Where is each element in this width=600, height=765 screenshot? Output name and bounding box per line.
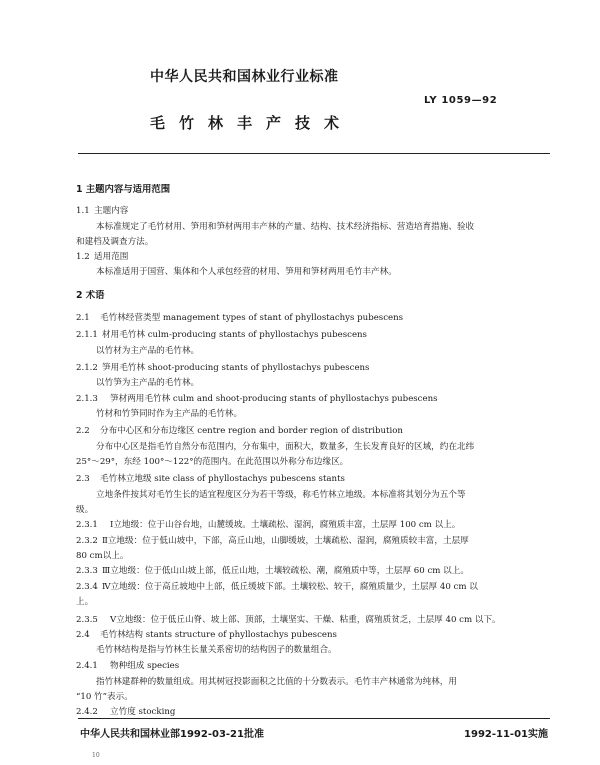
section-number: 2.3.4 <box>76 582 98 592</box>
section-1-2-heading <box>76 251 552 263</box>
section-number: 2.3.1 <box>76 520 98 530</box>
section-2-1-1-heading <box>76 329 552 341</box>
section-number: 2.3.2 <box>76 536 98 546</box>
section-2-1-heading <box>76 312 552 324</box>
paragraph-line: 竹材和竹笋同时作为主产品的毛竹林。 <box>96 409 243 419</box>
approval-text: 中华人民共和国林业部1992-03-21批准 <box>80 729 264 740</box>
section-title: 材用毛竹林 culm-producing stants of phyllostachys pubescens <box>102 330 367 340</box>
section-number: 2.1.3 <box>76 394 98 404</box>
section-2-3-1-item <box>76 519 552 531</box>
header-divider <box>78 153 550 154</box>
section-title: 笋用毛竹林 shoot-producing stants of phyllostachys pubescens <box>102 363 370 373</box>
paragraph-line: 80 cm以上。 <box>76 551 129 561</box>
section-2-2-heading <box>76 425 552 437</box>
section-number: 2.1.1 <box>76 330 98 340</box>
section-number: 2.3.3 <box>76 566 98 576</box>
standard-number: LY 1059—92 <box>424 95 498 106</box>
page-title: 毛竹林丰产技术 <box>150 114 354 132</box>
section-title: 笋材两用毛竹林 culm and shoot-producing stants of phyllostachys pubescens <box>110 394 438 404</box>
footer <box>80 725 548 740</box>
section-title: 物种组成 species <box>110 661 180 671</box>
section-2-3-heading <box>76 473 552 485</box>
paragraph-line: 25°～29°，东经 100°～122°的范围内。在此范围以外称分布边缘区。 <box>76 457 349 467</box>
paragraph-line: 本标准适用于国营、集体和个人承包经营的材用、笋用和笋材两用毛竹丰产林。 <box>96 267 397 277</box>
section-number: 2.2 <box>76 426 90 436</box>
section-number: 2.1 <box>76 313 90 323</box>
organization-title: 中华人民共和国林业行业标准 <box>150 69 339 85</box>
section-number: 1.1 <box>76 206 90 216</box>
section-number: 2.4 <box>76 630 90 640</box>
section-2-3-3-item <box>76 565 552 577</box>
item-text: Ⅱ立地级：位于低山坡中，下部，高丘山地，山脚缓坡，土壤疏松、湿润，腐殖质较丰富，土层厚 <box>102 536 469 546</box>
item-text: Ⅳ立地级：位于高丘坡地中上部，低丘缓坡下部。土壤较松、较干，腐殖质量少，土层厚 40 cm 以 <box>102 582 478 592</box>
section-2-4-2-heading <box>76 706 552 718</box>
paragraph-line: 上。 <box>76 597 94 607</box>
section-title: 毛竹林经营类型 management types of stant of phyllostachys pubescens <box>100 313 404 323</box>
section-2-1-2-heading <box>76 362 552 374</box>
footer-divider <box>78 718 550 719</box>
section-title: 毛竹林立地级 site class of phyllostachys pubescens stants <box>100 474 345 484</box>
paragraph-line: 和建档及调查方法。 <box>76 237 154 247</box>
paragraph-line: 指竹林建群种的数量组成。用其树冠投影面积之比值的十分数表示。毛竹丰产林通常为纯林，用 <box>96 677 457 687</box>
section-2-3-5-item <box>76 614 552 626</box>
section-2-heading: 2 术语 <box>76 290 105 301</box>
section-number: 2.3.5 <box>76 615 98 625</box>
section-title: 毛竹林结构 stants structure of phyllostachys pubescens <box>100 630 337 640</box>
page-number: 10 <box>92 752 100 759</box>
paragraph-line: 级。 <box>76 505 94 515</box>
effective-date: 1992-11-01实施 <box>464 729 548 740</box>
section-2-3-2-item <box>76 535 552 547</box>
paragraph-line: 分布中心区是指毛竹自然分布范围内，分布集中，面积大，数量多，生长发育良好的区域，约在北纬 <box>96 442 475 452</box>
section-title: 适用范围 <box>94 252 129 262</box>
section-number: 2.1.2 <box>76 363 98 373</box>
section-number: 2.4.2 <box>76 707 98 717</box>
section-2-4-1-heading <box>76 660 552 672</box>
section-number: 1.2 <box>76 252 90 262</box>
item-text: Ⅰ立地级：位于山谷台地，山麓缓坡。土壤疏松、湿润，腐殖质丰富，土层厚 100 cm 以上。 <box>110 520 461 530</box>
section-2-4-heading <box>76 629 552 641</box>
section-number: 2.4.1 <box>76 661 98 671</box>
section-title: 分布中心区和分布边缘区 centre region and border region of distribution <box>100 426 403 436</box>
item-text: Ⅲ立地级：位于低山山坡上部，低丘山地，土壤较疏松、潮，腐殖质中等，土层厚 60 cm 以上。 <box>102 566 469 576</box>
section-2-3-4-item <box>76 581 552 593</box>
paragraph-line: 以竹笋为主产品的毛竹林。 <box>96 378 200 388</box>
paragraph-line: 本标准规定了毛竹材用、笋用和笋材两用丰产林的产量、结构、技术经济指标、营造培育措施、验收 <box>96 222 475 232</box>
section-title: 立竹度 stocking <box>110 707 176 717</box>
paragraph-line: 毛竹林结构是指与竹林生长量关系密切的结构因子的数量组合。 <box>96 645 337 655</box>
section-1-heading: 1 主题内容与适用范围 <box>76 184 171 195</box>
item-text: Ⅴ立地级：位于低丘山脊、坡上部、顶部，土壤坚实、干燥、粘重，腐殖质贫乏，土层厚 40 cm 以下。 <box>110 615 501 625</box>
section-number: 2.3 <box>76 474 90 484</box>
paragraph-line: 立地条件按其对毛竹生长的适宜程度区分为若干等级，称毛竹林立地级。本标准将其划分为五个等 <box>96 490 466 500</box>
section-1-1-heading <box>76 205 552 217</box>
section-2-1-3-heading <box>76 393 552 405</box>
section-title: 主题内容 <box>94 206 129 216</box>
paragraph-line: 以竹材为主产品的毛竹林。 <box>96 346 200 356</box>
paragraph-line: “10 竹”表示。 <box>76 692 133 702</box>
